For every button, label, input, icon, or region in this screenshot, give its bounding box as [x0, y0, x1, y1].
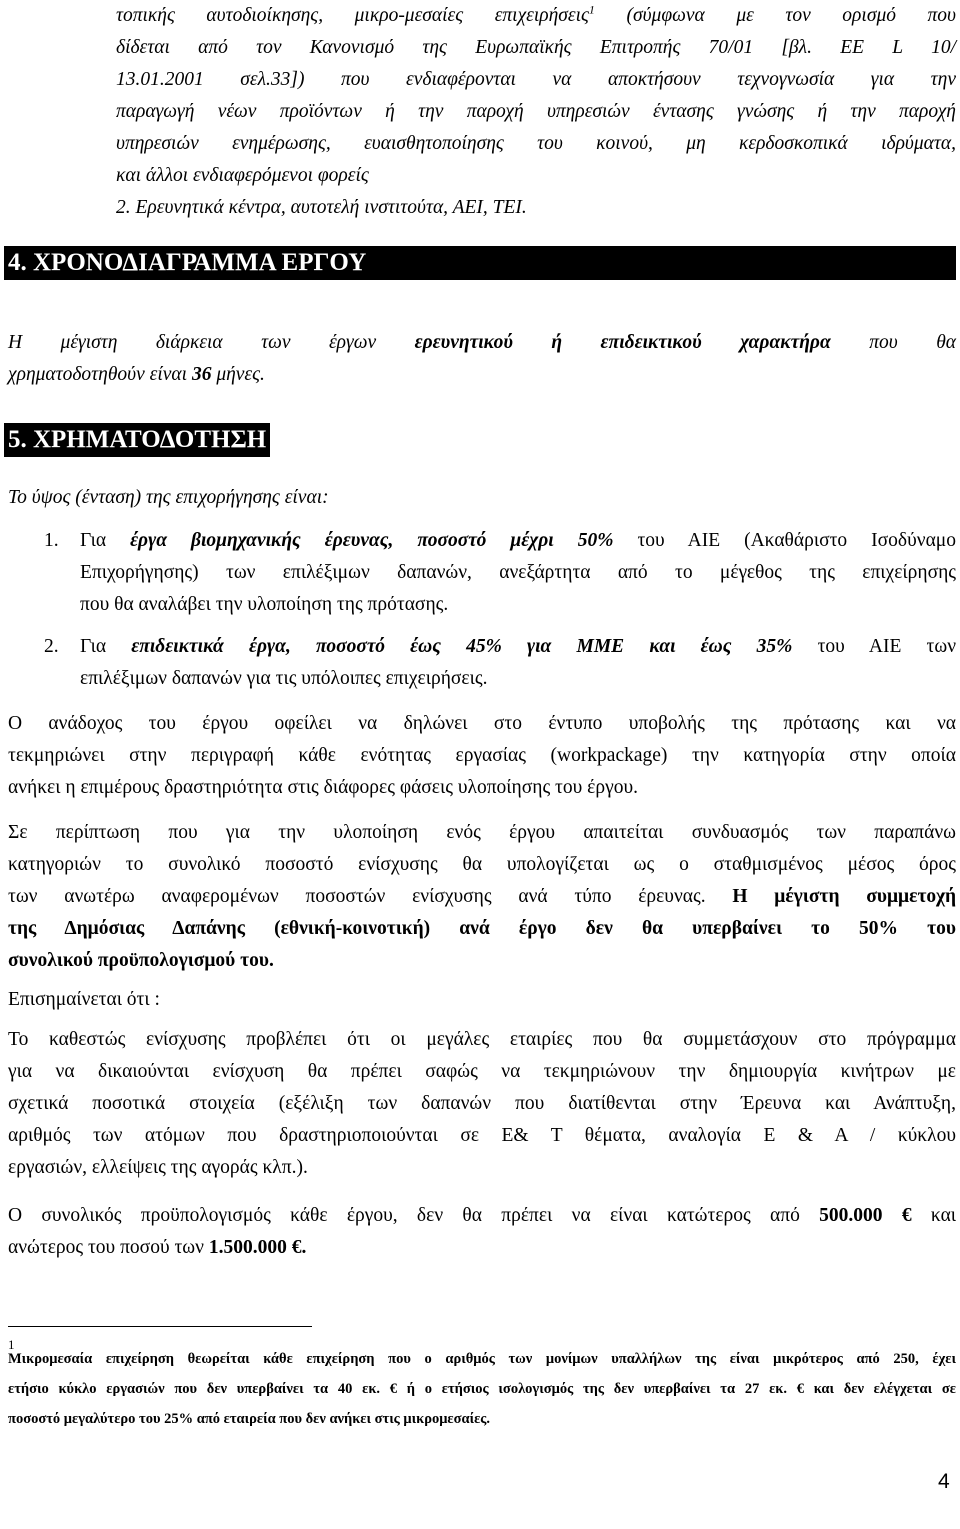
note-label: Επισημαίνεται ότι : [8, 989, 160, 1010]
footnote-line: Μικρομεσαία επιχείρηση θεωρείται κάθε επιχείρηση που ο αριθμός των μονίμων υπαλλήλων της είναι μικρότερος από 250, έχει [8, 1351, 956, 1367]
funding-item-1 [80, 525, 956, 621]
footnote-separator [8, 1326, 312, 1327]
intro-line: 13.01.2001 σελ.33]) που ενδιαφέρονται να αποκτήσουν τεχνογνωσία για την [116, 69, 956, 90]
section-5-heading: 5. ΧΡΗΜΑΤΟΔΟΤΗΣΗ [4, 423, 270, 457]
item-line: Για έργα βιομηχανικής έρευνας, ποσοστό μέχρι 50% του ΑΙΕ (Ακαθάριστο Ισοδύναμο [80, 530, 957, 551]
para-line: των ανωτέρω αναφερομένων ποσοστών ενίσχυσης ανά τύπο έρευνας. Η μέγιστη συμμετοχή [8, 886, 957, 907]
para-line: σχετικά ποσοτικά στοιχεία (εξέλιξη των δαπανών που διατίθενται στην Έρευνα και Ανάπτυξη, [8, 1093, 956, 1114]
list-number: 1. [44, 530, 59, 551]
intro-line: και άλλοι ενδιαφερόμενοι φορείς [116, 165, 369, 186]
item-line: που θα αναλάβει την υλοποίηση της πρότασης. [80, 594, 449, 615]
footnote-line: ποσοστό μεγαλύτερο του 25% από εταιρεία που δεν ανήκει στις μικρομεσαίες. [8, 1411, 491, 1427]
combination-paragraph [8, 817, 956, 977]
section-4-line: Η μέγιστη διάρκεια των έργων ερευνητικού ή επιδεικτικού χαρακτήρα που θα [8, 332, 957, 353]
para-line: τεκμηριώνει στην περιγραφή κάθε ενότητας εργασίας (workpackage) την κατηγορία στην οποία [8, 745, 956, 766]
item-line: Για επιδεικτικά έργα, ποσοστό έως 45% για ΜΜΕ και έως 35% του ΑΙΕ των [80, 636, 957, 657]
para-line: Ο συνολικός προϋπολογισμός κάθε έργου, δεν θα πρέπει να είναι κατώτερος από 500.000 € και [8, 1205, 957, 1226]
large-companies-paragraph [8, 1024, 956, 1184]
para-line: κατηγοριών το συνολικό ποσοστό ενίσχυσης θα υπολογίζεται ως ο σταθμισμένος μέσος όρος [8, 854, 956, 875]
para-line: της Δημόσιας Δαπάνης (εθνική-κοινοτική) ανά έργο δεν θα υπερβαίνει το 50% του [8, 918, 956, 939]
intro-item-2: 2. Ερευνητικά κέντρα, αυτοτελή ινστιτούτα, ΑΕΙ, ΤΕΙ. [116, 197, 527, 218]
section-4-line: χρηματοδοτηθούν είναι 36 μήνες. [8, 364, 265, 385]
para-line: ανήκει η επιμέρους δραστηριότητα στις διάφορες φάσεις υλοποίησης του έργου. [8, 777, 638, 798]
footnote-mark: 1 [8, 1337, 15, 1352]
intro-line: υπηρεσιών ενημέρωσης, ευαισθητοποίησης του κοινού, μη κερδοσκοπικά ιδρύματα, [116, 133, 956, 154]
footnote-reference: 1 [588, 2, 595, 17]
intro-line: παραγωγή νέων προϊόντων ή την παροχή υπηρεσιών έντασης γνώσης ή την παροχή [116, 101, 956, 122]
para-line: αριθμός των ατόμων που δραστηριοποιούνται σε Ε& Τ θέματα, αναλογία Ε & Α / κύκλου [8, 1125, 956, 1146]
footnote-text [8, 1344, 956, 1434]
item-line: Επιχορήγησης) των επιλέξιμων δαπανών, ανεξάρτητα από το μέγεθος της επιχείρησης [80, 562, 956, 583]
section-4-paragraph [8, 327, 956, 391]
intro-line: δίδεται από τον Κανονισμό της Ευρωπαϊκής Επιτροπής 70/01 [βλ. ΕΕ L 10/ [116, 37, 956, 58]
para-line: εργασιών, ελλείψεις της αγοράς κλπ.). [8, 1157, 308, 1178]
item-line: επιλέξιμων δαπανών για τις υπόλοιπες επιχειρήσεις. [80, 668, 488, 689]
contractor-paragraph [8, 708, 956, 804]
intro-paragraph [116, 0, 956, 224]
footnote-line: ετήσιο κύκλο εργασιών που δεν υπερβαίνει τα 40 εκ. € ή ο ετήσιος ισολογισμός της δεν υπερβαίνει τα 27 εκ. € και δεν ελέγχεται σε [8, 1381, 956, 1397]
funding-item-2 [80, 631, 956, 695]
para-line: για να δικαιούνται ενίσχυση θα πρέπει σαφώς να τεκμηριώνουν την δημιουργία κινήτρων με [8, 1061, 956, 1082]
para-line: ανώτερος του ποσού των 1.500.000 €. [8, 1237, 307, 1258]
section-4-heading: 4. ΧΡΟΝΟΔΙΑΓΡΑΜΜΑ ΕΡΓΟΥ [4, 246, 956, 280]
para-line: Ο ανάδοχος του έργου οφείλει να δηλώνει στο έντυπο υποβολής της πρότασης και να [8, 713, 956, 734]
para-line: συνολικού προϋπολογισμού του. [8, 950, 274, 971]
para-line: Σε περίπτωση που για την υλοποίηση ενός έργου απαιτείται συνδυασμός των παραπάνω [8, 822, 956, 843]
section-5-intro: Το ύψος (ένταση) της επιχορήγησης είναι: [8, 487, 329, 508]
intro-line: τοπικής αυτοδιοίκησης, μικρο-μεσαίες επιχειρήσεις$^1$ (σύμφωνα με τον ορισμό που [116, 2, 956, 26]
list-number: 2. [44, 636, 59, 657]
page-number: 4 [938, 1470, 950, 1493]
para-line: Το καθεστώς ενίσχυσης προβλέπει ότι οι μεγάλες εταιρίες που θα συμμετάσχουν στο πρόγραμμα [8, 1029, 956, 1050]
budget-paragraph [8, 1200, 956, 1264]
